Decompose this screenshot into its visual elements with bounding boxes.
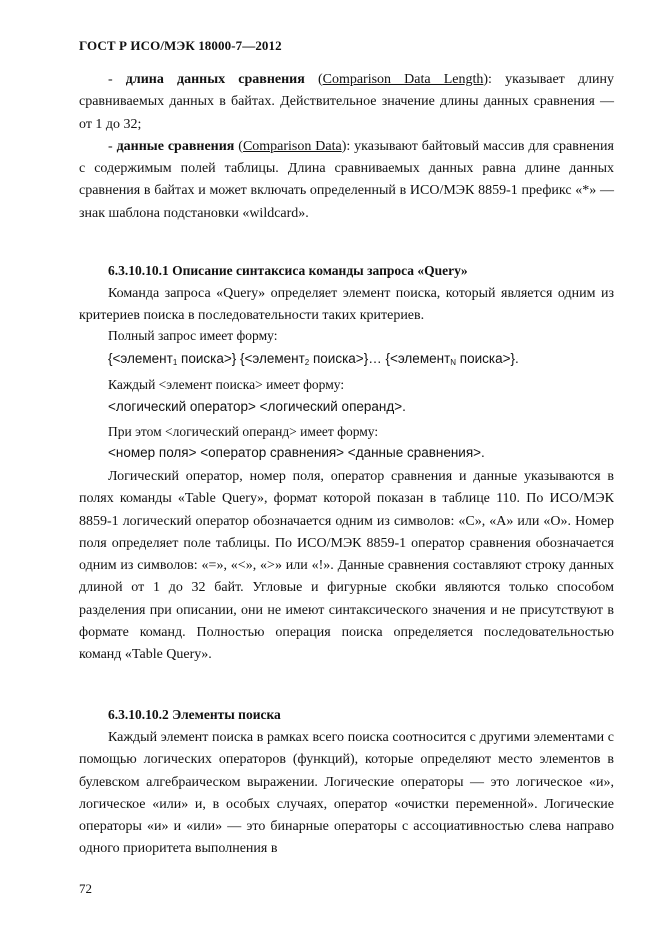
formula-part: поиска>}… {<элемент [309,351,451,366]
paragraph-text: Каждый элемент поиска в рамках всего поиска соотносится с другими элементами с помощью логических операторов (функций), которые определяют место элементов в булевском алгебраическом выражении. Логические операторы — это логическое «и», логическое «или» и, в особых случаях, оператор «очистки переменной». Логические операторы «и» и «или» — это бинарные операторы с ассоциативностью слева направо одного приоритета выполнения в [79,730,614,857]
text-span: ( [304,72,323,87]
formula-subscript: 1 [172,358,178,367]
definition-item-comparison-data-length [79,69,614,136]
search-element-form: <логический оператор> <логический операнд>. [108,399,406,414]
logical-operand-label: При этом <логический операнд> имеет форму: [108,424,379,439]
formula-part: поиска>}. [456,351,519,366]
list-dash: - [108,138,117,154]
definition-text: ): указывает длину сравниваемых данных в байтах. Действительное значение длины данных сравнения — от 1 до 32; [79,72,614,132]
definition-list [79,69,614,225]
english-term: Comparison Data Length [322,72,484,87]
formula-subscript: N [450,358,457,367]
term-label: данные сравнения [116,138,235,154]
paragraph-search-elements [79,727,614,861]
english-term: Comparison Data [242,138,342,154]
paragraph-text: Команда запроса «Query» определяет элемент поиска, который является одним из критериев поиска в последовательности таких критериев. [79,286,614,324]
paragraph-text: Логический оператор, номер поля, оператор сравнения и данные указываются в полях команды «Table Query», формат которой показан в таблице 110. По ИСО/МЭК 8859-1 логический оператор обозначается одним из символов: «C», «A» или «O». Номер поля определяет поле таблицы. По ИСО/МЭК 8859-1 оператор сравнения обозначается одним из символов: «=», «<», «>» или «!». Данные сравнения составляют строку данных длиной от 1 до 32 байт. Угловые и фигурные скобки являются только способом разделения при описании, они не имеют синтаксического значения и не присутствуют в формате команд. Полностью операция поиска определяется последовательностью команд «Table Query». [79,469,614,663]
full-query-label: Полный запрос имеет форму: [108,328,278,343]
formula-part: {<элемент [108,351,173,366]
section-heading-query-syntax: 6.3.10.10.1 Описание синтаксиса команды запроса «Query» [108,263,468,278]
formula-part: поиска>} {<элемент [177,351,305,366]
paragraph-query-fields [79,466,614,667]
paragraph-query-intro [79,283,614,328]
search-element-label: Каждый <элемент поиска> имеет форму: [108,377,345,392]
formula-subscript: 2 [304,358,310,367]
full-query-formula [108,351,519,367]
page-number: 72 [79,881,92,896]
term-label: длина данных сравнения [125,72,305,87]
text-span: ( [234,138,243,154]
page-header: ГОСТ Р ИСО/МЭК 18000-7—2012 [79,38,282,53]
list-dash: - [108,72,126,87]
definition-item-comparison-data [79,136,614,225]
section-heading-search-elements: 6.3.10.10.2 Элементы поиска [108,707,281,722]
definition-text: ): указывают байтовый массив для сравнения с содержимым полей таблицы. Длина сравниваемых данных равна длине данных сравнения в байтах и может включать определенный в ИСО/МЭК 8859-1 префикс «*» — знак шаблона подстановки «wildcard». [79,138,614,221]
logical-operand-form: <номер поля> <оператор сравнения> <данные сравнения>. [108,445,485,460]
